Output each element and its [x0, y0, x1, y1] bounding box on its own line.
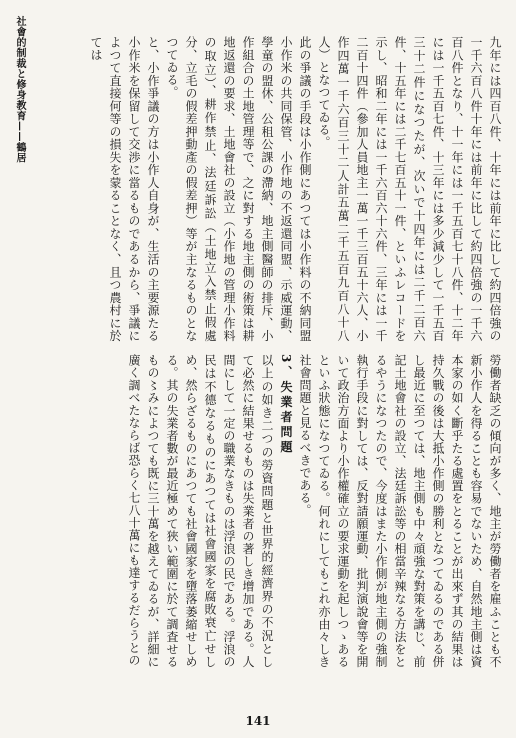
- bottom-text-block: [34, 354, 504, 668]
- body-paragraph: 以上の如き二つの勞資問題と世界的經濟界の不況とし て必然に結果せるものは失業者の著しき增加である。人間にして一定の職業なきものは浮浪の民である。浮浪の民は不德なるものにあつては社會國家を腐敗衰亡せしめ、然らざるものにあつても社會國家を墮落萎縮せしめる。其の失業者數が最近極めて狹い範圍に於て調査せるもの〻みによつても既に三十萬を越えてゐるが、詳細に廣く調べたならば恐らく七八十萬にも達するだらうとの: [127, 354, 274, 668]
- body-paragraph: 勞働者缺乏の傾向が多く、地主が勞働者を雇ふことも不新小作人を得ることも容易でないため、自然地主側は資本家の如く斷乎たる處置をとることが出來ず其の結果は持久戰の後は大抵小作側の勝利となつてゐるのである併し最近に至つては、地主側も中々頑強な對策を講じ、前記土地會社の設立、法廷訴訟等の相當辛辣なる方法をとるやうになつたので、今度はまた小作側が地主側の強制執行手段に對しては、反對請願運動、批判演說會等を開いて政治方面より小作權確立の要求運動を起しつゝあるといふ狀態になつてゐる。何れにしてもこれ亦由々しき社會問題と見るべきである。: [298, 354, 502, 668]
- top-text-block: [89, 36, 504, 342]
- body-paragraph: 此の爭議の手段は小作側にあつては小作料の不納同盟小作米の共同保管、小作地の不返還同盟、示威運動、學童の盟休、公租公課の滯納、地主側醫師の排斥、小作組合の土地管理等で、之に對する地主側の術策は耕地返還の要求、土地會社の設立（小作地の管理小作料の取立）、耕作禁止、法廷訴訟（土地立入禁止假處分、立毛の假差押動產の假差押）等が主なるものとなつてゐる。: [165, 36, 312, 342]
- running-header: 社會的制裁と修身教育——鶴居: [14, 16, 25, 163]
- page-number: 141: [245, 714, 271, 728]
- body-paragraph: と、小作爭議の方は小作人自身が、生活の主要源たる小作米を保留して交渉に當るものであるから、爭議によつて直接何等の損失を蒙ることなく、且つ農村に於ては: [89, 36, 160, 342]
- section-heading: 3、失業者問題: [279, 354, 293, 456]
- body-paragraph: 九年には四百八件、十年には前年に比して約四倍強の一千六百八件十年には前年に比して約四倍強の一千六百八件となり、十一年には一千五百七十八件、十二年には一千五百七件、十三年には多少減少して一千五百三十二件になつたが、次いで十四年には二千二百六件、十五年には二千七百五十一件、といふレコードを示し、昭和二年には一千六百六十六件、三年には一千二百十四件（參加人員地主一萬一千三百五十六人、小作四萬一千六百三十二人計五萬二千五百九百八十八人）となつてゐる。: [317, 36, 502, 342]
